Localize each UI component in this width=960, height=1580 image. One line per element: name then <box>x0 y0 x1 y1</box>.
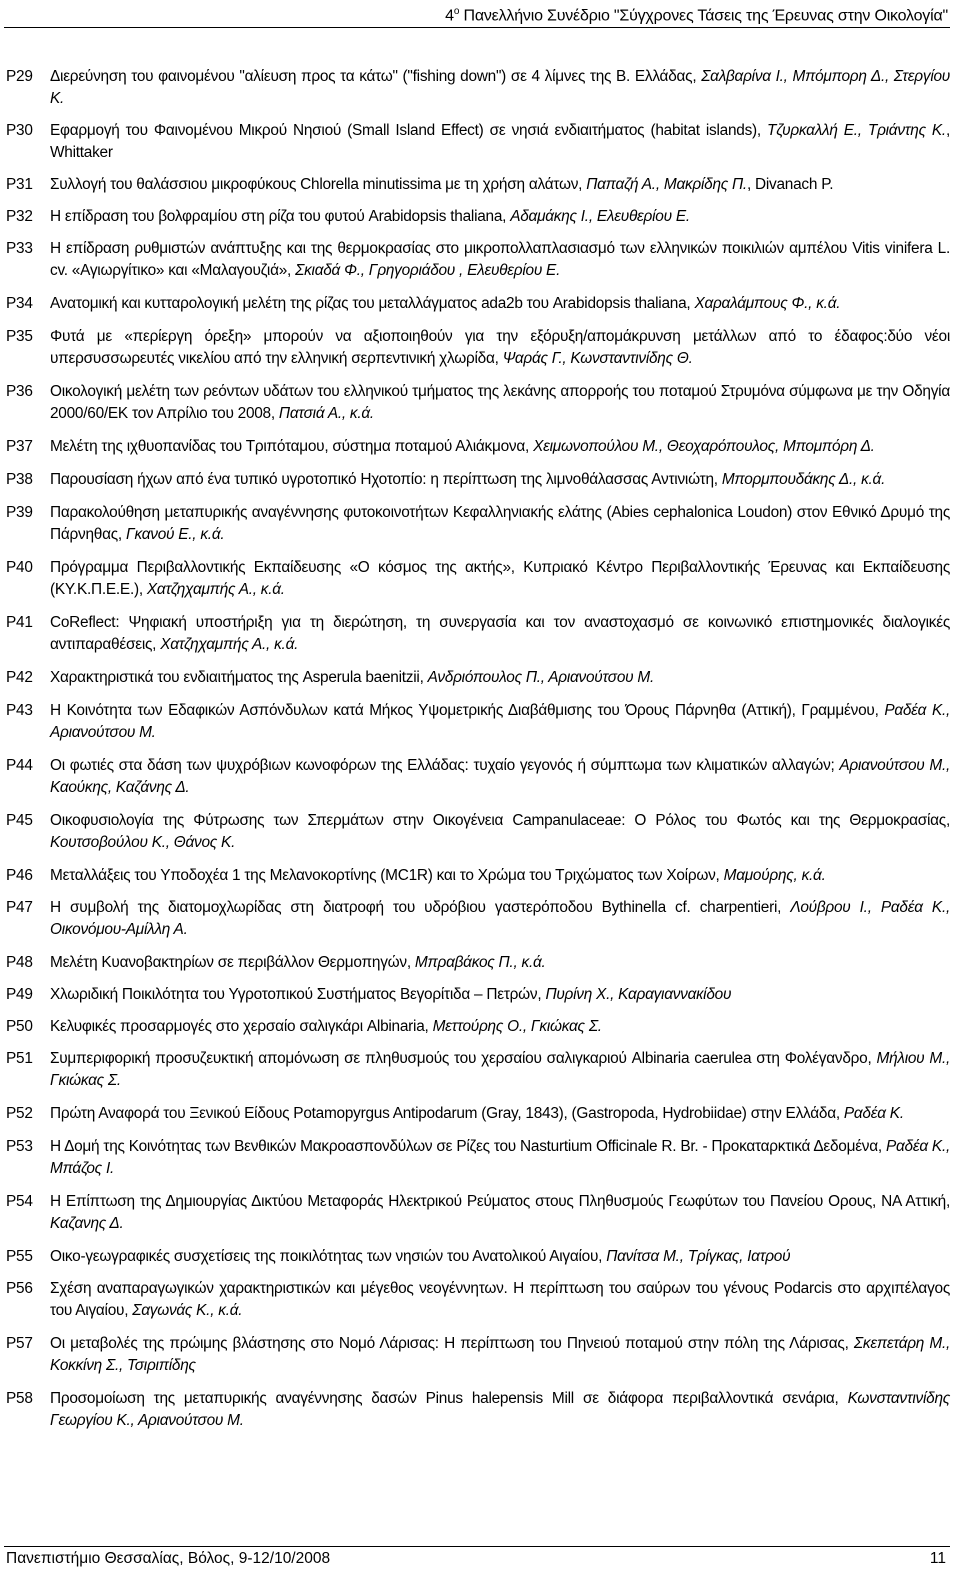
poster-authors: Μπορμπουδάκης Δ., κ.ά. <box>721 471 886 488</box>
poster-list <box>0 66 950 1432</box>
list-item <box>0 1103 950 1125</box>
poster-code: P57 <box>6 1335 33 1352</box>
poster-authors: Χαραλάμπους Φ., κ.ά. <box>694 295 841 312</box>
poster-text <box>50 865 950 887</box>
poster-authors: Πατσιά Α., κ.ά. <box>278 405 374 422</box>
poster-authors: Σαγωνάς Κ., κ.ά. <box>132 1302 243 1319</box>
poster-title: Ανατομική και κυτταρολογική μελέτη της ρίζας του μεταλλάγματος ada2b του Arabidopsis thaliana, <box>50 295 695 312</box>
poster-code: P55 <box>6 1248 33 1265</box>
poster-authors: Χειμωνοπούλου Μ., Θεοχαρόπουλος, Μπομπόρη Δ. <box>533 438 875 455</box>
poster-code: P54 <box>6 1193 33 1210</box>
poster-text <box>50 502 950 546</box>
poster-code: P32 <box>6 208 33 225</box>
poster-code: P42 <box>6 669 33 686</box>
poster-text <box>50 897 950 941</box>
poster-title: Παρακολούθηση μεταπυρικής αναγέννησης φυτοκοινοτήτων Κεφαλληνιακής ελάτης (Abies cephalonica Loudon) στον Εθνικό Δρυμό της Πάρνηθας, <box>50 504 950 543</box>
poster-title: Οι φωτιές στα δάση των ψυχρόβιων κωνοφόρων της Ελλάδας: τυχαίο γεγονός ή σύμπτωμα των κλιματικών αλλαγών; <box>50 757 840 774</box>
list-item <box>0 1246 950 1268</box>
poster-code: P38 <box>6 471 33 488</box>
poster-title: Η συμβολή της διατομοχλωρίδας στη διατροφή του υδρόβιου γαστερόποδου Bythinella cf. charpentieri, <box>50 899 791 916</box>
list-item <box>0 120 950 164</box>
list-item <box>0 502 950 546</box>
poster-code: P40 <box>6 559 33 576</box>
list-item <box>0 293 950 315</box>
poster-code: P56 <box>6 1280 33 1297</box>
poster-text <box>50 1388 950 1432</box>
poster-code: P41 <box>6 614 33 631</box>
poster-title: Εφαρμογή του Φαινομένου Μικρού Νησιού (Small Island Effect) σε νησιά ενδιαιτήματος (habitat islands), <box>50 122 768 139</box>
list-item <box>0 612 950 656</box>
poster-authors: Μπραβάκος Π., κ.ά. <box>414 954 546 971</box>
poster-text <box>50 469 950 491</box>
list-item <box>0 326 950 370</box>
poster-text <box>50 293 950 315</box>
poster-code: P50 <box>6 1018 33 1035</box>
poster-authors: Λούβρου Ι., Ραδέα Κ., Οικονόμου-Αμίλλη Α. <box>50 899 951 938</box>
list-item <box>0 667 950 689</box>
poster-authors: Σαλβαρίνα Ι., Μπόμπορη Δ., Στεργίου Κ. <box>50 68 951 107</box>
poster-text <box>50 667 950 689</box>
poster-text <box>50 1333 950 1377</box>
list-item <box>0 1136 950 1180</box>
poster-text <box>50 1278 950 1322</box>
poster-code: P47 <box>6 899 33 916</box>
poster-code: P39 <box>6 504 33 521</box>
poster-title: Διερεύνηση του φαινομένου "αλίευση προς τα κάτω" ("fishing down") σε 4 λίμνες της Β. Ελλάδας, <box>50 68 702 85</box>
poster-title: Παρουσίαση ήχων από ένα τυπικό υγροτοπικό Ηχοτοπίο: η περίπτωση της λιμνοθάλασσας Αντινιώτη, <box>50 471 722 488</box>
poster-code: P43 <box>6 702 33 719</box>
poster-text <box>50 1048 950 1092</box>
list-item <box>0 1048 950 1092</box>
poster-text <box>50 984 950 1006</box>
header-title: Πανελλήνιο Συνέδριο "Σύγχρονες Τάσεις της Έρευνας στην Οικολογία" <box>459 7 948 25</box>
poster-title: Χαρακτηριστικά του ενδιαιτήματος της Asperula baenitzii, <box>50 669 428 686</box>
list-item <box>0 469 950 491</box>
poster-title: Μεταλλάξεις του Υποδοχέα 1 της Μελανοκορτίνης (MC1R) και το Χρώμα του Τριχώματος των Χοίρων, <box>50 867 724 884</box>
poster-text <box>50 174 950 196</box>
poster-text <box>50 1191 950 1235</box>
header-superscript: ο <box>453 6 460 17</box>
poster-authors: Παπαζή Α., Μακρίδης Π. <box>586 176 747 193</box>
list-item <box>0 436 950 458</box>
poster-title: Φυτά με «περίεργη όρεξη» μπορούν να αξιοποιηθούν για την εξόρυξη/απομάκρυνση μετάλλων από το έδαφος:δύο νέοι υπερσυσσωρευτές νικελίου από την ελληνική σερπεντινική χλωρίδα, <box>50 328 950 367</box>
poster-title: Μελέτη Κυανοβακτηρίων σε περιβάλλον Θερμοπηγών, <box>50 954 415 971</box>
poster-code: P45 <box>6 812 33 829</box>
poster-title: Η επίδραση του βολφραμίου στη ρίζα του φυτού Arabidopsis thaliana, <box>50 208 511 225</box>
list-item <box>0 206 950 228</box>
poster-code: P48 <box>6 954 33 971</box>
poster-text <box>50 952 950 974</box>
poster-title: CoReflect: Ψηφιακή υποστήριξη για τη διερώτηση, τη συνεργασία και τον αναστοχασμό σε κοινωνικό επιστημονικές διαλογικές αντιπαραθέσεις, <box>50 614 950 653</box>
poster-text <box>50 436 950 458</box>
poster-code: P36 <box>6 383 33 400</box>
poster-title: Η Επίπτωση της Δημιουργίας Δικτύου Μεταφοράς Ηλεκτρικού Ρεύματος στους Πληθυσμούς Γεωφύτων του Πανείου Ορους, ΝΑ Αττική, <box>50 1193 950 1210</box>
list-item <box>0 897 950 941</box>
poster-title: Οι μεταβολές της πρώιμης βλάστησης στο Νομό Λάρισας: Η περίπτωση του Πηνειού ποταμού στην πόλη της Λάρισας, <box>50 1335 854 1352</box>
poster-authors: Γκανού Ε., κ.ά. <box>125 526 225 543</box>
poster-text <box>50 1136 950 1180</box>
list-item <box>0 557 950 601</box>
poster-authors: Καζανης Δ. <box>50 1215 124 1232</box>
list-item <box>0 952 950 974</box>
poster-title: Χλωριδική Ποικιλότητα του Υγροτοπικού Συστήματος Βεγορίτιδα – Πετρών, <box>50 986 546 1003</box>
list-item <box>0 174 950 196</box>
poster-authors: Χατζηχαμπής Α., κ.ά. <box>160 636 299 653</box>
poster-text <box>50 755 950 799</box>
poster-authors: Τζυρκαλλή Ε., Τριάντης Κ. <box>767 122 946 139</box>
list-item <box>0 984 950 1006</box>
poster-text <box>50 326 950 370</box>
poster-authors: Ραδέα Κ. <box>843 1105 904 1122</box>
poster-text <box>50 1246 950 1268</box>
poster-title: Συμπεριφορική προσυζευκτική απομόνωση σε πληθυσμούς του χερσαίου σαλιγκαριού Albinaria caerulea στη Φολέγανδρο, <box>50 1050 877 1067</box>
list-item <box>0 66 950 110</box>
poster-authors: Ανδριόπουλος Π., Αριανούτσου Μ. <box>427 669 654 686</box>
list-item <box>0 381 950 425</box>
poster-authors: Μαμούρης, κ.ά. <box>723 867 826 884</box>
poster-text <box>50 1016 950 1038</box>
poster-text <box>50 612 950 656</box>
poster-authors: Κουτσοβούλου Κ., Θάνος Κ. <box>50 834 236 851</box>
poster-authors: Ραδέα Κ., Μπάζος Ι. <box>50 1138 950 1177</box>
poster-code: P37 <box>6 438 33 455</box>
list-item <box>0 755 950 799</box>
poster-authors: Ραδέα Κ., Αριανούτσου Μ. <box>50 702 951 741</box>
poster-authors: Μεττούρης Ο., Γκιώκας Σ. <box>432 1018 602 1035</box>
poster-code: P33 <box>6 240 33 257</box>
list-item <box>0 810 950 854</box>
header-number: 4 <box>445 7 454 25</box>
list-item <box>0 1191 950 1235</box>
poster-authors: Μήλιου Μ., Γκιώκας Σ. <box>50 1050 951 1089</box>
poster-authors: Αριανούτσου Μ., Καούκης, Καζάνης Δ. <box>50 757 950 796</box>
page-number: 11 <box>929 1550 946 1567</box>
poster-title: Σχέση αναπαραγωγικών χαρακτηριστικών και μέγεθος νεογέννητων. Η περίπτωση του σαύρων του γένους Podarcis στο αρχιπέλαγος του Αιγαίου, <box>50 1280 950 1319</box>
poster-text <box>50 557 950 601</box>
poster-code: P52 <box>6 1105 33 1122</box>
poster-code: P58 <box>6 1390 33 1407</box>
poster-title: Η Κοινότητα των Εδαφικών Ασπόνδυλων κατά Μήκος Υψομετρικής Διαβάθμισης του Όρους Πάρνηθα (Αττική), Γραμμένου, <box>50 702 885 719</box>
poster-code: P44 <box>6 757 33 774</box>
poster-code: P46 <box>6 867 33 884</box>
poster-title: Κελυφικές προσαρμογές στο χερσαίο σαλιγκάρι Albinaria, <box>50 1018 433 1035</box>
poster-title: Συλλογή του θαλάσσιου μικροφύκους Chlorella minutissima με τη χρήση αλάτων, <box>50 176 587 193</box>
poster-text <box>50 206 950 228</box>
poster-authors-extra: , Whittaker <box>50 122 950 161</box>
poster-code: P53 <box>6 1138 33 1155</box>
poster-title: Πρόγραμμα Περιβαλλοντικής Εκπαίδευσης «Ο κόσμος της ακτής», Κυπριακό Κέντρο Περιβαλλοντικής Έρευνας και Εκπαίδευσης (ΚΥ.Κ.Π.Ε.Ε.), <box>50 559 950 598</box>
list-item <box>0 700 950 744</box>
poster-title: Η Δομή της Κοινότητας των Βενθικών Μακροασπονδύλων σε Ρίζες του Nasturtium Officinale R. Br. - Προκαταρκτικά Δεδομένα, <box>50 1138 886 1155</box>
poster-code: P35 <box>6 328 33 345</box>
list-item <box>0 1016 950 1038</box>
poster-code: P30 <box>6 122 33 139</box>
poster-title: Οικοφυσιολογία της Φύτρωσης των Σπερμάτων στην Οικογένεια Campanulaceae: Ο Ρόλος του Φωτός και της Θερμοκρασίας, <box>50 812 950 829</box>
poster-code: P34 <box>6 295 33 312</box>
poster-title: Οικολογική μελέτη των ρεόντων υδάτων του ελληνικού τμήματος της λεκάνης απορροής του ποταμού Στρυμόνα σύμφωνα με την Οδηγία 2000/60/ΕΚ τον Απρίλιο του 2008, <box>50 383 950 422</box>
poster-authors: Σκεπετάρη Μ., Κοκκίνη Σ., Τσιριπίδης <box>50 1335 950 1374</box>
list-item <box>0 238 950 282</box>
poster-authors: Σκιαδά Φ., Γρηγοριάδου , Ελευθερίου Ε. <box>295 262 561 279</box>
poster-title: Μελέτη της ιχθυοπανίδας του Τριπόταμου, σύστημα ποταμού Αλιάκμονα, <box>50 438 534 455</box>
poster-title: Προσομοίωση της μεταπυρικής αναγέννησης δασών Pinus halepensis Mill σε διάφορα περιβαλλοντικά σενάρια, <box>50 1390 848 1407</box>
footer-venue: Πανεπιστήμιο Θεσσαλίας, Βόλος, 9-12/10/2008 <box>6 1550 331 1567</box>
list-item <box>0 1388 950 1432</box>
list-item <box>0 1333 950 1377</box>
poster-text <box>50 238 950 282</box>
poster-text <box>50 120 950 164</box>
poster-text <box>50 66 950 110</box>
poster-authors-extra: , Divanach P. <box>746 176 834 193</box>
poster-authors: Πανίτσα Μ., Τρίγκας, Ιατρού <box>606 1248 791 1265</box>
header-rule <box>4 27 950 28</box>
poster-title: Οικο-γεωγραφικές συσχετίσεις της ποικιλότητας των νησιών του Ανατολικού Αιγαίου, <box>50 1248 607 1265</box>
poster-text <box>50 1103 950 1125</box>
poster-authors: Πυρίνη Χ., Καραγιανναкίδου <box>545 986 732 1003</box>
poster-title: Πρώτη Αναφορά του Ξενικού Είδους Potamopyrgus Antipodarum (Gray, 1843), (Gastropoda, Hydrobiidae) στην Ελλάδα, <box>50 1105 844 1122</box>
list-item <box>0 865 950 887</box>
poster-text <box>50 700 950 744</box>
poster-code: P29 <box>6 68 33 85</box>
poster-authors: Κωνσταντινίδης Γεωργίου Κ., Αριανούτσου Μ. <box>50 1390 950 1429</box>
poster-code: P49 <box>6 986 33 1003</box>
poster-authors: Αδαμάκης Ι., Ελευθερίου Ε. <box>510 208 690 225</box>
footer-rule <box>4 1546 950 1547</box>
list-item <box>0 1278 950 1322</box>
poster-text <box>50 381 950 425</box>
poster-text <box>50 810 950 854</box>
poster-code: P51 <box>6 1050 33 1067</box>
poster-authors: Ψαράς Γ., Κωνσταντινίδης Θ. <box>502 350 693 367</box>
poster-title: Η επίδραση ρυθμιστών ανάπτυξης και της θερμοκρασίας στο μικροπολλαπλασιασμό των ελληνικών ποικιλιών αμπέλου Vitis vinifera L. cv. «Αγιωργίτικο» και «Μαλαγουζιά», <box>50 240 950 279</box>
poster-authors: Χατζηχαμπής Α., κ.ά. <box>146 581 285 598</box>
poster-code: P31 <box>6 176 33 193</box>
page-header <box>0 2 948 25</box>
